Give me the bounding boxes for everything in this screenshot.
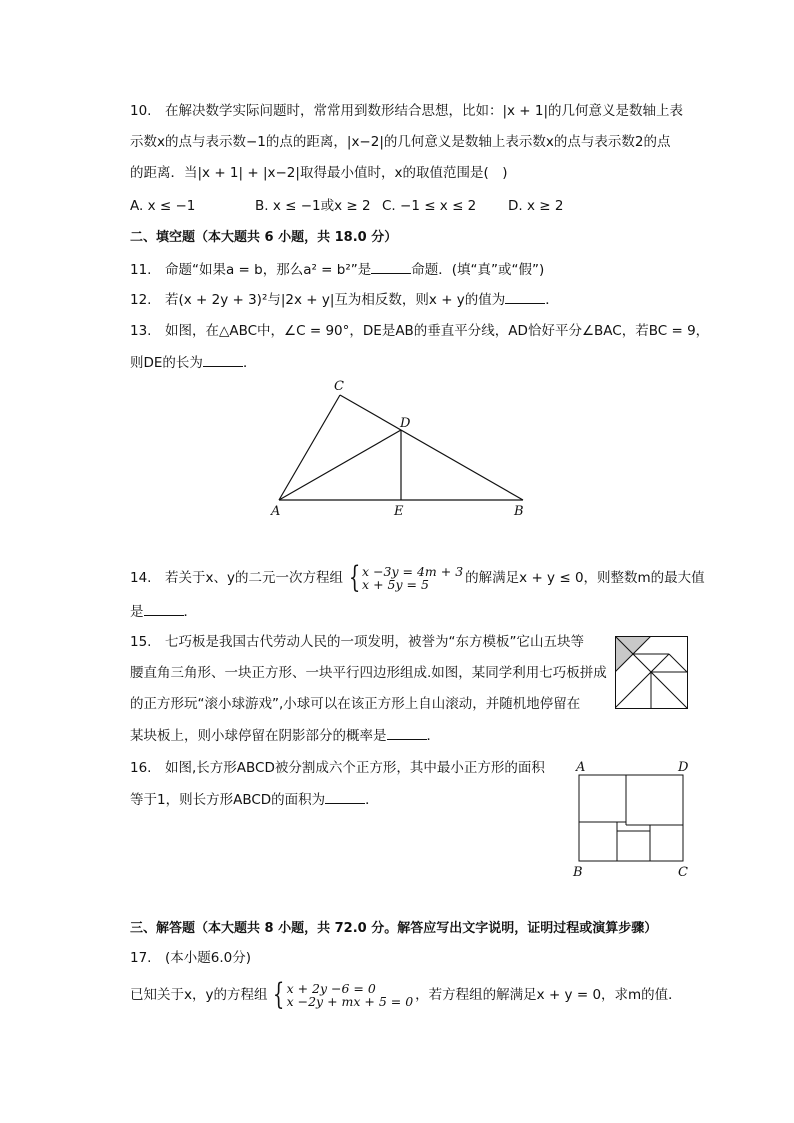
q13-line2-before: 则DE的长为: [130, 355, 203, 371]
q15-answer-blank: [387, 725, 427, 740]
label-b: B: [573, 865, 583, 880]
q14-after: 的解满足x + y ≤ 0，则整数m的最大值: [465, 570, 705, 586]
q14-answer-blank: [144, 601, 184, 616]
q10-line1: 10. 在解决数学实际问题时，常常用到数形结合思想，比如：|x + 1|的几何意义是数轴上表: [130, 103, 684, 119]
q16-line2: [130, 789, 379, 810]
q17-after: ，若方程组的解满足x + y = 0，求m的值．: [415, 987, 682, 1003]
q17-header: 17. (本小题6.0分): [130, 950, 251, 966]
q16-line2-before: 等于1，则长方形ABCD的面积为: [130, 792, 326, 808]
q12-text: [130, 289, 559, 310]
q11-text: [130, 259, 544, 280]
label-c: C: [678, 865, 688, 880]
q14-line2: [130, 601, 197, 622]
q10-option-b: B. x ≤ −1或x ≥ 2: [255, 198, 371, 214]
q13-line2-after: ．: [242, 355, 257, 371]
tangram-edge: [669, 654, 687, 672]
q14-brace: {: [348, 560, 361, 595]
q12-before: 12. 若(x + 2y + 3)²与|2x + y|互为相反数，则x + y的值为: [130, 292, 506, 308]
q15-tangram-figure: [615, 636, 688, 709]
q14-before: 14. 若关于x、y的二元一次方程组: [130, 570, 343, 586]
rectangle-abcd: [579, 775, 683, 861]
q15-line4-before: 某块板上，则小球停留在阴影部分的概率是: [130, 728, 387, 744]
q16-answer-blank: [325, 789, 365, 804]
q15-line4-after: ．: [426, 728, 440, 744]
q12-after: ．: [545, 292, 559, 308]
q17-equation-system: [269, 977, 414, 1012]
q13-line2: [130, 352, 256, 373]
label-d: D: [400, 416, 411, 431]
q15-line1: 15. 七巧板是我国古代劳动人民的一项发明，被誉为“东方模板”它山五块等: [130, 634, 584, 650]
q10-option-d: D. x ≥ 2: [508, 198, 564, 214]
q11-answer-blank: [371, 259, 411, 274]
q11-after: 命题．(填“真”或“假”): [411, 262, 545, 278]
q10-line3: 的距离．当|x + 1| + |x−2|取得最小值时，x的取值范围是( ): [130, 165, 508, 181]
section-fill-in-title: 二、填空题（本大题共 6 小题，共 18.0 分）: [130, 230, 398, 245]
q15-line4: [130, 725, 440, 746]
q14-equation-system: [345, 560, 464, 595]
q17-eq1: x + 2y −6 = 0: [286, 981, 376, 996]
q13-triangle-figure: [260, 375, 540, 520]
label-e: E: [394, 504, 404, 519]
q12-answer-blank: [505, 289, 545, 304]
q13-line1: 13. 如图，在△ABC中，∠C = 90°，DE是AB的垂直平分线，AD恰好平分∠BAC，若BC = 9，: [130, 323, 710, 339]
q14-line2-before: 是: [130, 604, 144, 620]
q14-line2-after: ．: [183, 604, 197, 620]
q14-eq2: x + 5y = 5: [362, 577, 429, 592]
label-c: C: [334, 379, 344, 394]
q10-option-a: A. x ≤ −1: [130, 198, 196, 214]
q10-option-c: C. −1 ≤ x ≤ 2: [382, 198, 477, 214]
q10-line2: 示数x的点与表示数−1的点的距离，|x−2|的几何意义是数轴上表示数x的点与表示数2的点: [130, 134, 671, 150]
section-solutions-title: 三、解答题（本大题共 8 小题，共 72.0 分。解答应写出文字说明，证明过程或演算步骤）: [130, 921, 658, 936]
q17-body: [130, 977, 682, 1012]
q16-rectangle-figure: [570, 758, 700, 883]
q14-eq1: x −3y = 4m + 3: [362, 564, 464, 579]
q15-line3: 的正方形玩“滚小球游戏”,小球可以在该正方形上自山滚动，并随机地停留在: [130, 696, 581, 712]
segment-cb: [340, 395, 523, 500]
label-b: B: [514, 504, 524, 519]
segment-ac: [279, 395, 340, 500]
q17-brace: {: [273, 977, 285, 1012]
q14-line1: [130, 560, 705, 595]
segment-ad: [279, 430, 401, 500]
q13-answer-blank: [203, 352, 243, 367]
q16-line1: 16. 如图,长方形ABCD被分割成六个正方形，其中最小正方形的面积: [130, 760, 545, 776]
q11-before: 11. 命题“如果a = b，那么a² = b²”是: [130, 262, 372, 278]
q15-line2: 腰直角三角形、一块正方形、一块平行四边形组成.如图，某同学利用七巧板拼成: [130, 665, 607, 681]
label-d: D: [678, 760, 689, 775]
q17-before: 已知关于x，y的方程组: [130, 987, 268, 1003]
label-a: A: [271, 504, 281, 519]
q17-eq2: x −2y + mx + 5 = 0: [286, 994, 414, 1009]
label-a: A: [576, 760, 586, 775]
q16-line2-after: ．: [365, 792, 379, 808]
